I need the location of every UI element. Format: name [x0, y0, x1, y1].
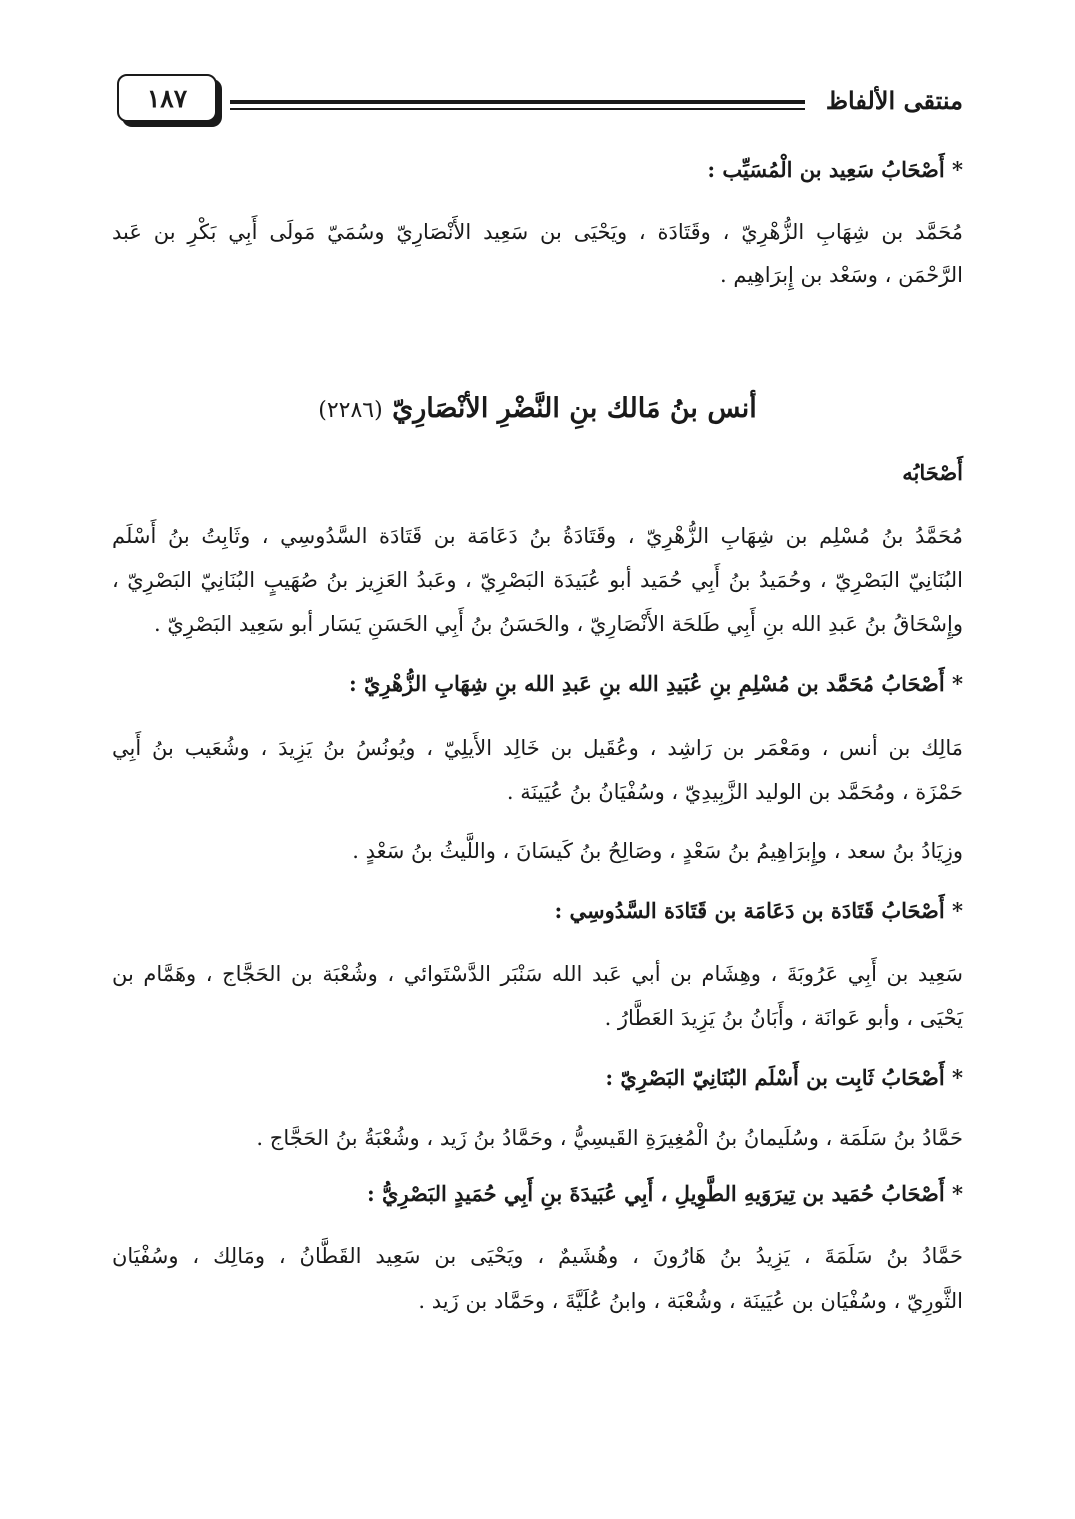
heading-zuhri-companions: * أَصْحَابُ مُحَمَّد بن مُسْلِمِ بنِ عُبَيدِ الله بنِ عَبدِ الله بنِ شِهَابِ الزُّهْرِيّ : — [348, 671, 963, 696]
paragraph-line: مَالِك بن أنس ، ومَعْمَر بن رَاشِد ، وعُقَيل بن خَالِد الأَيلِيّ ، ويُونُسُ بنُ يَزِيدَ ، وشُعَيب بنُ أَبِي — [112, 736, 963, 760]
heading-humaid-companions: * أَصْحَابُ حُمَيد بن تِيرَوَيهِ الطَّوِيلِ ، أَبِي عُبَيدَةَ بنِ أَبِي حُمَيدٍ البَصْرِيُّ : — [366, 1181, 963, 1206]
paragraph-line: حَمْزَة ، ومُحَمَّد بن الوليد الزَّبِيدِيّ ، وسُفْيَانُ بنُ عُيَينَة . — [506, 780, 963, 804]
paragraph-line: حَمَّادُ بنُ سَلَمَةَ ، يَزِيدُ بنُ هَارُونَ ، وهُشَيمٌ ، ويَحْيَى بن سَعِيد القَطَّانُ ، ومَالِك ، وسُفْيَان — [112, 1244, 963, 1268]
section-title-count: (٢٢٨٦) — [318, 398, 383, 423]
paragraph-line: وإِسْحَاقُ بنُ عَبدِ الله بنِ أَبِي طَلحَة الأَنْصَارِيّ ، والحَسَنُ بنُ أَبِي الحَسَنِ يَسَار أبو سَعِيد البَصْرِيّ . — [154, 612, 963, 636]
paragraph-line: حَمَّادُ بنُ سَلَمَة ، وسُلَيمانُ بنُ الْمُغِيرَةِ القَيسِيُّ ، وحَمَّادُ بنُ زَيد ، وشُعْبَةُ بنُ الحَجَّاج . — [256, 1126, 963, 1150]
companions-label: أَصْحَابُه — [902, 460, 963, 485]
paragraph-line: الرَّحْمَن ، وسَعْد بن إِبرَاهِيم . — [720, 263, 963, 287]
heading-saeed-companions: * أَصْحَابُ سَعِيد بن الْمُسَيِّب : — [707, 157, 963, 182]
paragraph-line: وزِيَادُ بنُ سعد ، وإِبرَاهِيمُ بنُ سَعْدٍ ، وصَالِحُ بنُ كَيسَانَ ، واللَّيثُ بنُ سَعْدٍ . — [352, 839, 963, 863]
paragraph-line: مُحَمَّدُ بنُ مُسْلِم بن شِهَابِ الزُّهْرِيّ ، وقَتَادَةُ بنُ دَعَامَة بن قَتَادَة السَّدُوسِي ، وثَابِتُ بنُ أَسْلَم — [112, 524, 963, 548]
page-number: ١٨٧ — [117, 74, 217, 122]
paragraph-line: سَعِيد بن أَبِي عَرُوبَةَ ، وهِشَام بن أبي عَبد الله سَنْبَر الدَّسْتَوائي ، وشُعْبَة بن الحَجَّاج ، وهَمَّام بن — [112, 962, 963, 986]
running-header-title: منتقى الألفاظ — [825, 86, 963, 115]
header-double-rule — [230, 100, 805, 104]
paragraph-line: البُنَانِيّ البَصْرِيّ ، وحُمَيدُ بنُ أَبِي حُمَيد أبو عُبَيدَة البَصْرِيّ ، وعَبدُ العَزِيز بنُ صُهَيبٍ البُنَانِيّ البَصْرِيّ ، — [112, 568, 963, 592]
heading-thabit-companions: * أَصْحَابُ ثَابِت بن أَسْلَم البُنَانِيّ البَصْرِيّ : — [605, 1065, 963, 1090]
paragraph-line: مُحَمَّد بن شِهَابِ الزُّهْرِيّ ، وقَتَادَة ، ويَحْيَى بن سَعِيد الأَنْصَارِيّ وسُمَيّ مَولَى أَبِي بَكْرِ بن عَبد — [112, 220, 963, 244]
paragraph-line: يَحْيَى ، وأبو عَوانَة ، وأَبَانُ بنُ يَزِيدَ العَطَّارُ . — [604, 1006, 963, 1030]
section-title — [0, 393, 1075, 424]
heading-qatada-companions: * أَصْحَابُ قَتَادَة بن دَعَامَة بن قَتَادَة السَّدُوسِي : — [554, 898, 963, 923]
section-title-text: أنس بنُ مَالك بنِ النَّضْرِ الأنْصَارِيّ — [392, 393, 757, 424]
paragraph-line: الثَّورِيّ ، وسُفْيَان بن عُيَينَة ، وشُعْبَة ، وابنُ عُلَيَّةَ ، وحَمَّاد بن زَيد . — [418, 1289, 963, 1313]
